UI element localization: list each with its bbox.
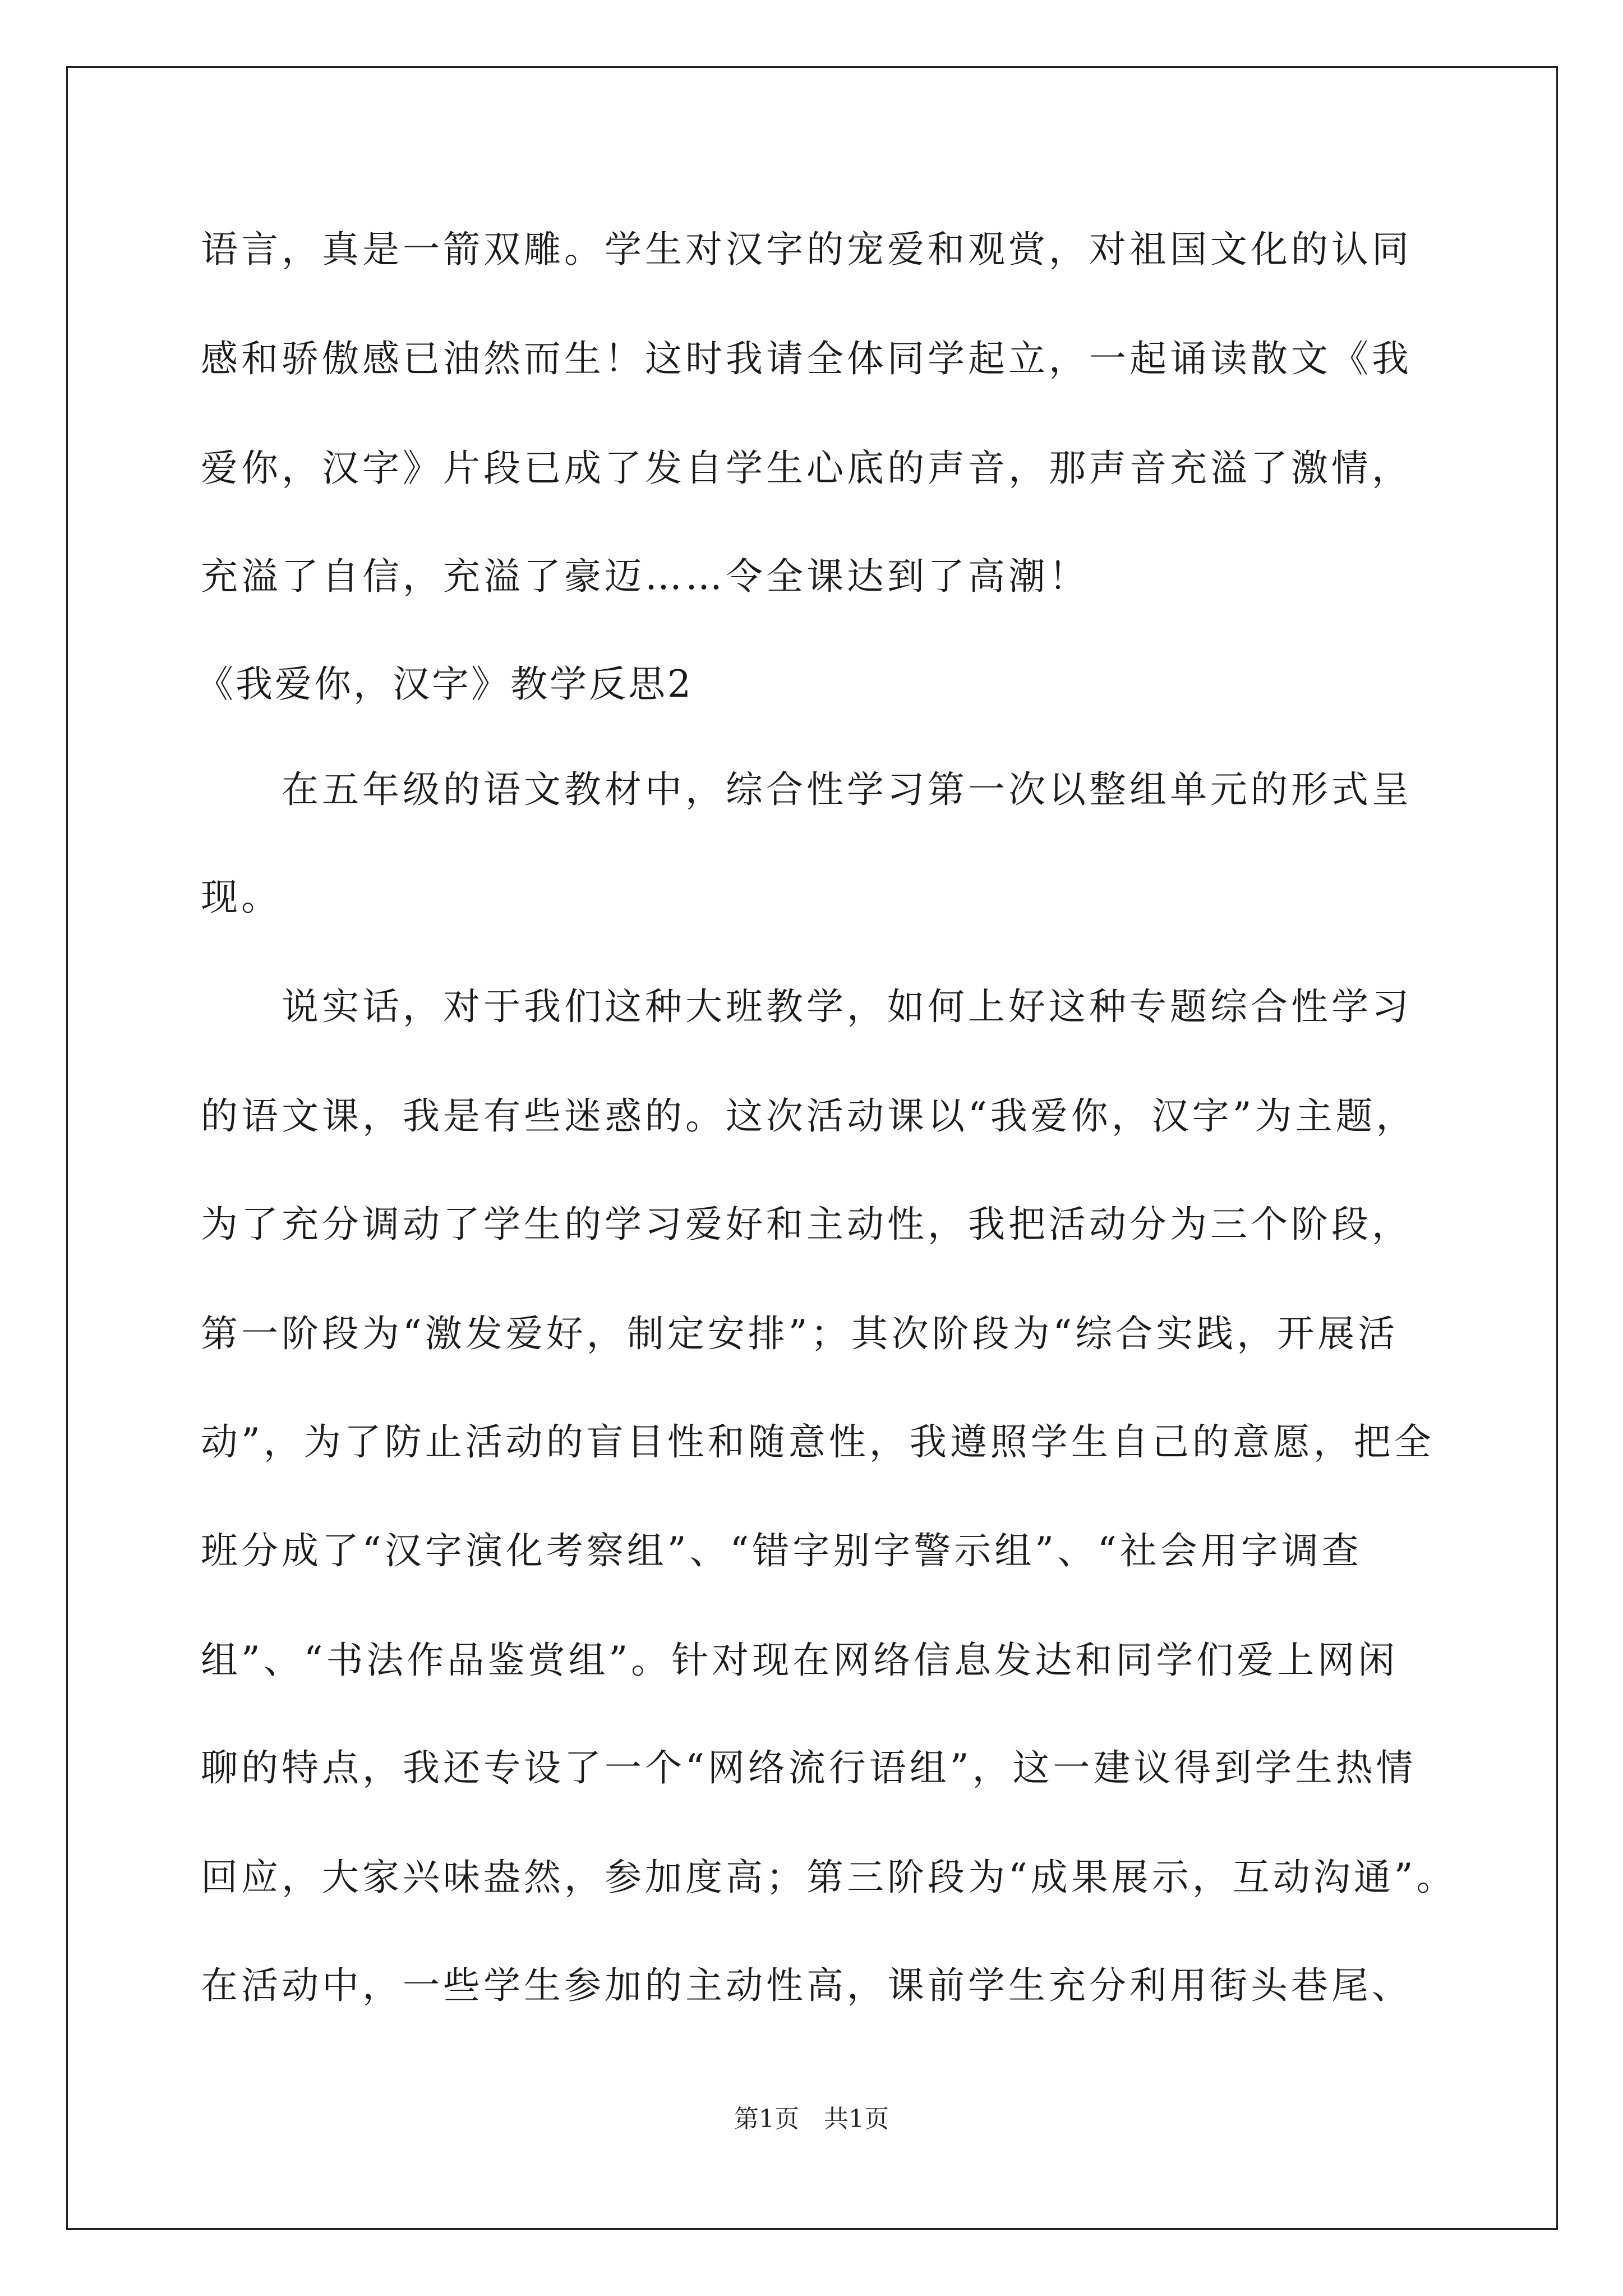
text-line: 动”，为了防止活动的盲目性和随意性，我遵照学生自己的意愿，把全	[201, 1420, 1435, 1464]
text-line: 的语文课，我是有些迷惑的。这次活动课以“我爱你，汉字”为主题，	[201, 1094, 1417, 1138]
text-line: 第一阶段为“激发爱好，制定安排”；其次阶段为“综合实践，开展活	[201, 1312, 1399, 1355]
text-line: 在活动中，一些学生参加的主动性高，课前学生充分利用街头巷尾、	[201, 1964, 1412, 2007]
section-heading: 《我爱你，汉字》教学反思2	[196, 662, 693, 706]
page-border	[66, 66, 1558, 2230]
text-line: 充溢了自信，充溢了豪迈……令全课达到了高潮！	[201, 555, 1089, 598]
text-line: 说实话，对于我们这种大班教学，如何上好这种专题综合性学习	[201, 985, 1412, 1028]
text-line: 聊的特点，我还专设了一个“网络流行语组”，这一建议得到学生热情	[201, 1746, 1417, 1789]
text-line: 组”、“书法作品鉴赏组”。针对现在网络信息发达和同学们爱上网闲	[201, 1639, 1399, 1682]
text-line: 回应，大家兴味盎然，参加度高；第三阶段为“成果展示，互动沟通”。	[201, 1856, 1457, 1899]
text-line: 爱你，汉字》片段已成了发自学生心底的声音，那声音充溢了激情，	[201, 447, 1412, 490]
text-line: 语言，真是一箭双雕。学生对汉字的宠爱和观赏，对祖国文化的认同	[201, 228, 1412, 271]
text-line: 班分成了“汉字演化考察组”、“错字别字警示组”、“社会用字调查	[201, 1529, 1362, 1572]
text-line: 在五年级的语文教材中，综合性学习第一次以整组单元的形式呈	[201, 768, 1412, 811]
text-line: 为了充分调动了学生的学习爱好和主动性，我把活动分为三个阶段，	[201, 1203, 1412, 1246]
page-footer: 第1页 共1页	[734, 2105, 889, 2133]
text-line: 感和骄傲感已油然而生！这时我请全体同学起立，一起诵读散文《我	[201, 337, 1412, 380]
text-line: 现。	[201, 876, 282, 919]
